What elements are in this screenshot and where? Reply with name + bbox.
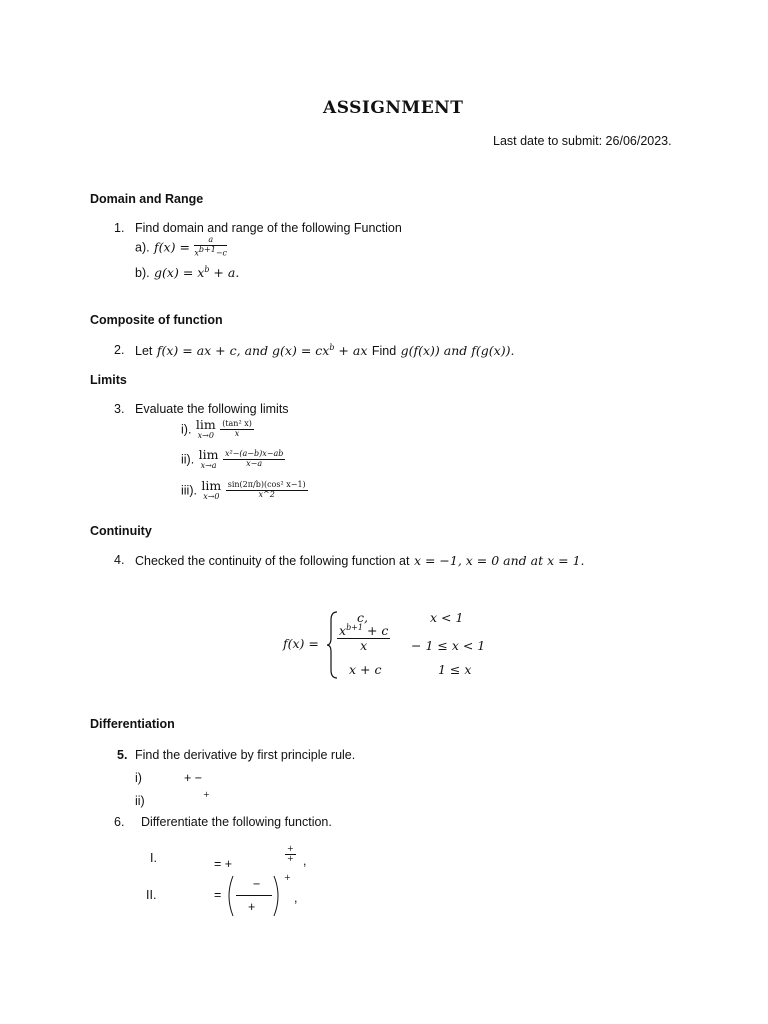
denominator: x^2 xyxy=(258,490,275,500)
question-text: Checked the continuity of the following function at xyxy=(135,554,410,568)
expression-fragment: + − xyxy=(184,771,203,785)
left-paren xyxy=(223,874,235,918)
question-text: Find the derivative by first principle rule. xyxy=(135,748,356,762)
expression: $g(x) = x^b + a$. xyxy=(154,264,240,280)
part-label: I. xyxy=(150,851,157,865)
q1-part-a xyxy=(135,236,227,258)
numerator: sin(2π/b)(cos² x−1) xyxy=(227,480,306,490)
denominator: x xyxy=(360,637,368,653)
comma: , xyxy=(294,891,298,905)
part-label: iii). xyxy=(181,483,197,498)
denominator: $x^{b+1}-c$ xyxy=(194,244,228,258)
numerator: $x^{b+1} + c$ xyxy=(339,623,389,639)
expression: g(f(x)) and f(g(x)). xyxy=(400,343,515,358)
part-label: II. xyxy=(146,888,157,902)
part-label: ii) xyxy=(135,794,145,808)
question-number: 6. xyxy=(114,815,125,829)
lim-operator: lim x→0 xyxy=(195,417,216,440)
question-text: Find domain and range of the following Function xyxy=(135,221,402,235)
expression: x = −1, x = 0 and at x = 1. xyxy=(413,553,585,568)
part-label: i). xyxy=(181,422,192,437)
case1-condition: x < 1 xyxy=(430,610,464,625)
page-title: ASSIGNMENT xyxy=(323,98,464,118)
denominator-fragment: + xyxy=(248,900,256,914)
fraction-bar xyxy=(236,895,272,896)
fraction-fragment xyxy=(285,845,296,864)
lim-operator: lim x→a xyxy=(198,447,219,470)
case1-value: c, xyxy=(357,610,368,625)
lim-operator: lim x→0 xyxy=(201,478,222,501)
question-number: 4. xyxy=(114,553,125,567)
fraction xyxy=(337,624,390,653)
fraction xyxy=(194,236,227,258)
numerator: + xyxy=(287,844,294,853)
part-label: b). xyxy=(135,266,150,280)
limit-ii xyxy=(181,449,285,470)
question-number: 2. xyxy=(114,343,125,357)
question-number: 5. xyxy=(117,748,128,762)
section-heading-differentiation: Differentiation xyxy=(90,717,175,731)
fraction xyxy=(223,450,285,469)
numerator: x²−(a−b)x−ab xyxy=(224,449,284,459)
limit-i xyxy=(181,419,254,440)
denominator: + xyxy=(287,853,294,863)
comma: , xyxy=(303,854,307,868)
let-text: Let xyxy=(135,344,153,358)
q1-part-b xyxy=(135,264,239,282)
numerator: (tan² x) xyxy=(222,419,252,429)
fraction xyxy=(220,420,254,439)
part-label: i) xyxy=(135,771,142,785)
part-label: a). xyxy=(135,240,150,255)
q4-statement xyxy=(135,552,585,570)
case3-condition: 1 ≤ x xyxy=(438,662,472,677)
expression-fragment: = + xyxy=(214,857,233,871)
piecewise-lhs: f(x) = xyxy=(283,636,319,651)
numerator: a xyxy=(194,236,227,246)
denominator: x−a xyxy=(246,459,263,469)
expression: f(x) = ax + c, and $g(x) = cx^b$ + ax xyxy=(156,342,368,358)
part-label: ii). xyxy=(181,452,195,467)
section-heading-continuity: Continuity xyxy=(90,524,152,538)
expression: f(x) = xyxy=(154,239,190,255)
section-heading-domain: Domain and Range xyxy=(90,192,204,206)
section-heading-limits: Limits xyxy=(90,373,127,387)
q2-statement xyxy=(135,342,514,360)
question-text: Differentiate the following function. xyxy=(141,815,332,829)
exponent-fragment: + xyxy=(284,873,291,882)
case2-condition: − 1 ≤ x < 1 xyxy=(411,638,486,653)
case3-value: x + c xyxy=(349,662,382,677)
limit-iii xyxy=(181,480,308,501)
denominator: x xyxy=(234,429,240,439)
find-text: Find xyxy=(371,344,397,358)
equals-sign: = xyxy=(214,888,222,902)
fraction xyxy=(285,845,296,864)
numerator-fragment: − xyxy=(253,877,261,891)
question-number: 1. xyxy=(114,221,125,235)
fraction xyxy=(226,481,308,500)
section-heading-composite: Composite of function xyxy=(90,313,223,327)
submit-date: Last date to submit: 26/06/2023. xyxy=(493,134,672,148)
question-number: 3. xyxy=(114,402,125,416)
question-text: Evaluate the following limits xyxy=(135,402,289,416)
case2-value xyxy=(337,624,390,653)
expression-fragment: + xyxy=(203,790,210,799)
right-paren xyxy=(272,874,284,918)
